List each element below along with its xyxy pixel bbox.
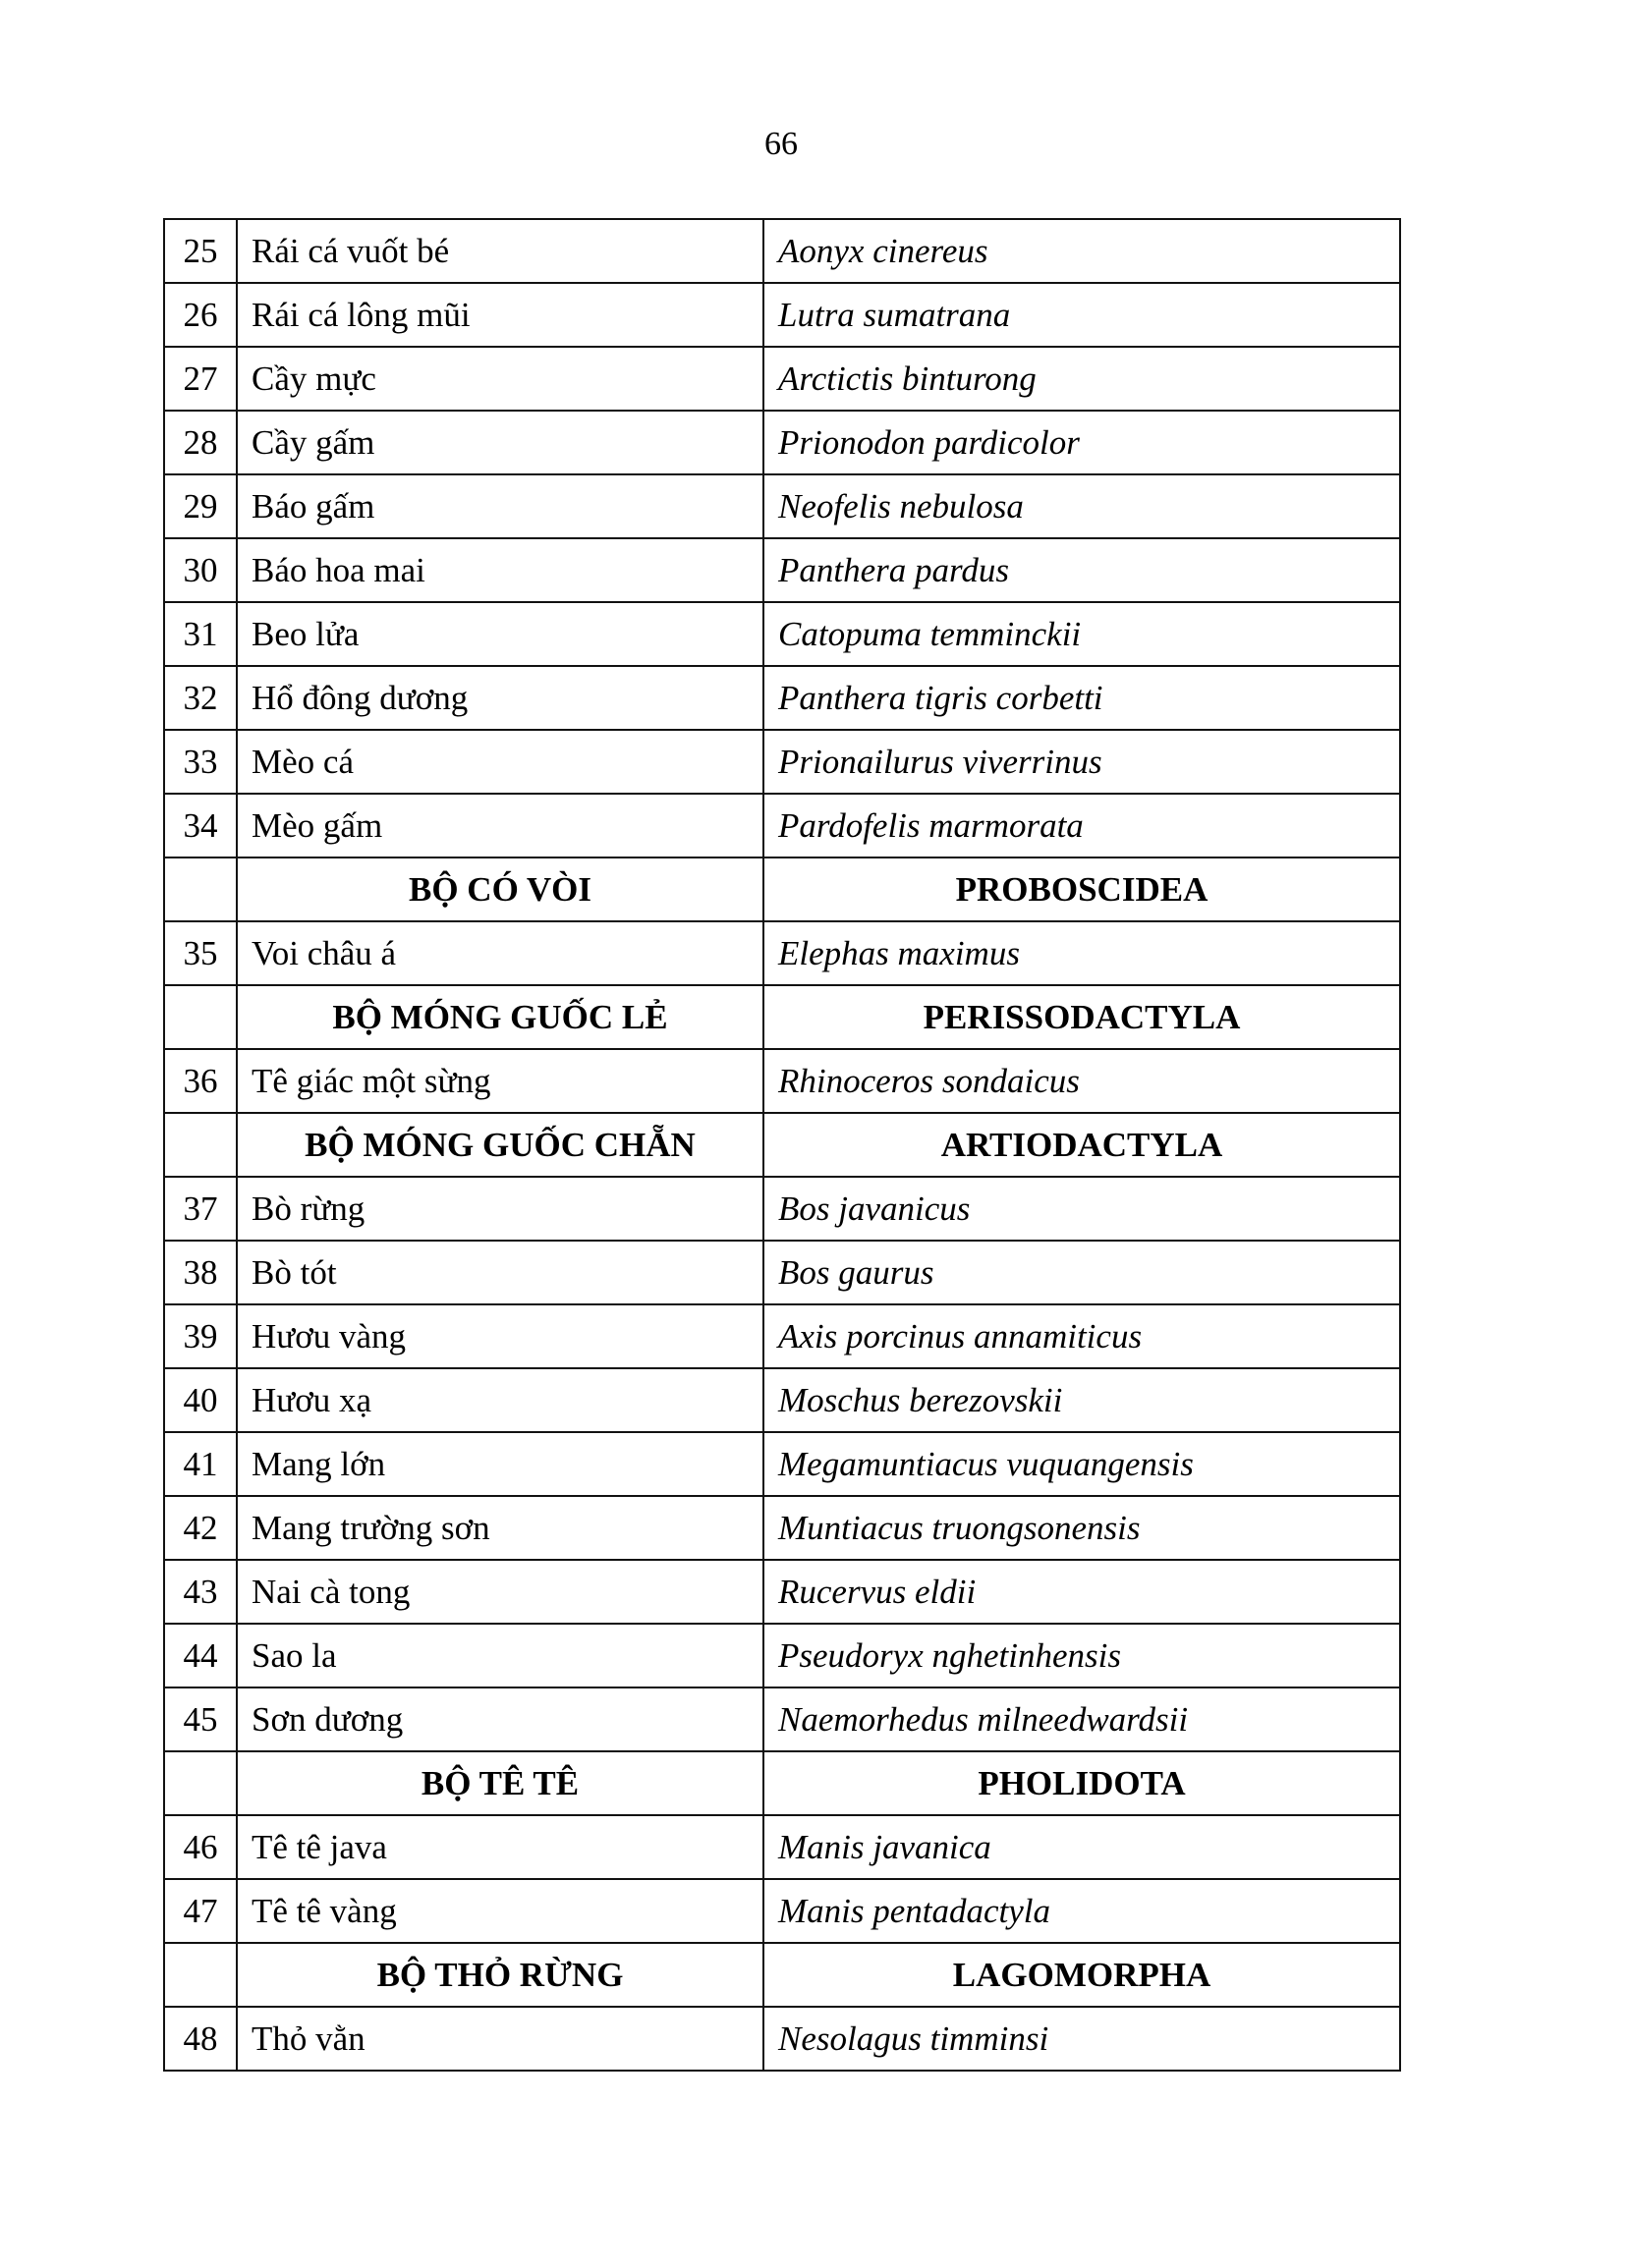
row-number: 46 [164, 1815, 237, 1879]
table-row [164, 921, 1400, 985]
row-number: 43 [164, 1560, 237, 1624]
table-row [164, 1432, 1400, 1496]
row-number: 25 [164, 219, 237, 283]
scientific-name: Manis pentadactyla [763, 1879, 1400, 1943]
vietnamese-name: Thỏ vằn [237, 2007, 763, 2071]
table-row [164, 1177, 1400, 1241]
scientific-name: Arctictis binturong [763, 347, 1400, 411]
row-number [164, 985, 237, 1049]
scientific-name: Elephas maximus [763, 921, 1400, 985]
table-row [164, 1687, 1400, 1751]
scientific-name: Pseudoryx nghetinhensis [763, 1624, 1400, 1687]
scientific-name: Pardofelis marmorata [763, 794, 1400, 857]
row-number: 44 [164, 1624, 237, 1687]
row-number [164, 1943, 237, 2007]
vietnamese-name: Voi châu á [237, 921, 763, 985]
row-number: 45 [164, 1687, 237, 1751]
group-name-vietnamese: BỘ TÊ TÊ [237, 1751, 763, 1815]
vietnamese-name: Hươu xạ [237, 1368, 763, 1432]
scientific-name: Rhinoceros sondaicus [763, 1049, 1400, 1113]
scientific-name: Nesolagus timminsi [763, 2007, 1400, 2071]
vietnamese-name: Rái cá lông mũi [237, 283, 763, 347]
vietnamese-name: Beo lửa [237, 602, 763, 666]
vietnamese-name: Tê tê java [237, 1815, 763, 1879]
table-row [164, 411, 1400, 474]
scientific-name: Lutra sumatrana [763, 283, 1400, 347]
row-number [164, 1113, 237, 1177]
row-number: 39 [164, 1304, 237, 1368]
row-number: 34 [164, 794, 237, 857]
row-number: 33 [164, 730, 237, 794]
vietnamese-name: Mèo gấm [237, 794, 763, 857]
scientific-name: Axis porcinus annamiticus [763, 1304, 1400, 1368]
table-row [164, 1049, 1400, 1113]
group-name-scientific: PROBOSCIDEA [763, 857, 1400, 921]
row-number: 38 [164, 1241, 237, 1304]
group-header-row [164, 1943, 1400, 2007]
row-number: 27 [164, 347, 237, 411]
scientific-name: Aonyx cinereus [763, 219, 1400, 283]
table-row [164, 730, 1400, 794]
page-number: 66 [764, 126, 798, 162]
scientific-name: Bos javanicus [763, 1177, 1400, 1241]
table-row [164, 794, 1400, 857]
group-name-scientific: PHOLIDOTA [763, 1751, 1400, 1815]
group-header-row [164, 1113, 1400, 1177]
scientific-name: Panthera tigris corbetti [763, 666, 1400, 730]
group-name-vietnamese: BỘ CÓ VÒI [237, 857, 763, 921]
table-row [164, 1560, 1400, 1624]
row-number: 35 [164, 921, 237, 985]
species-table [163, 218, 1401, 2072]
vietnamese-name: Mang lớn [237, 1432, 763, 1496]
vietnamese-name: Mang trường sơn [237, 1496, 763, 1560]
group-name-vietnamese: BỘ THỎ RỪNG [237, 1943, 763, 2007]
group-header-row [164, 985, 1400, 1049]
table-row [164, 666, 1400, 730]
row-number [164, 1751, 237, 1815]
table-row [164, 1496, 1400, 1560]
vietnamese-name: Bò rừng [237, 1177, 763, 1241]
row-number: 40 [164, 1368, 237, 1432]
row-number: 26 [164, 283, 237, 347]
group-header-row [164, 857, 1400, 921]
table-row [164, 1304, 1400, 1368]
vietnamese-name: Bò tót [237, 1241, 763, 1304]
scientific-name: Moschus berezovskii [763, 1368, 1400, 1432]
group-header-row [164, 1751, 1400, 1815]
table-row [164, 1368, 1400, 1432]
table-row [164, 347, 1400, 411]
table-row [164, 602, 1400, 666]
vietnamese-name: Báo hoa mai [237, 538, 763, 602]
table-row [164, 538, 1400, 602]
vietnamese-name: Hươu vàng [237, 1304, 763, 1368]
row-number: 30 [164, 538, 237, 602]
row-number: 47 [164, 1879, 237, 1943]
table-row [164, 2007, 1400, 2071]
scientific-name: Muntiacus truongsonensis [763, 1496, 1400, 1560]
vietnamese-name: Hổ đông dương [237, 666, 763, 730]
group-name-scientific: LAGOMORPHA [763, 1943, 1400, 2007]
vietnamese-name: Tê tê vàng [237, 1879, 763, 1943]
row-number: 29 [164, 474, 237, 538]
scientific-name: Naemorhedus milneedwardsii [763, 1687, 1400, 1751]
group-name-scientific: ARTIODACTYLA [763, 1113, 1400, 1177]
scientific-name: Rucervus eldii [763, 1560, 1400, 1624]
row-number [164, 857, 237, 921]
vietnamese-name: Tê giác một sừng [237, 1049, 763, 1113]
group-name-vietnamese: BỘ MÓNG GUỐC LẺ [237, 985, 763, 1049]
table-row [164, 1624, 1400, 1687]
row-number: 41 [164, 1432, 237, 1496]
table-row [164, 1815, 1400, 1879]
row-number: 42 [164, 1496, 237, 1560]
vietnamese-name: Nai cà tong [237, 1560, 763, 1624]
table-row [164, 1241, 1400, 1304]
vietnamese-name: Mèo cá [237, 730, 763, 794]
table-row [164, 474, 1400, 538]
scientific-name: Manis javanica [763, 1815, 1400, 1879]
vietnamese-name: Sơn dương [237, 1687, 763, 1751]
species-table-body [164, 219, 1400, 2071]
table-row [164, 219, 1400, 283]
scientific-name: Megamuntiacus vuquangensis [763, 1432, 1400, 1496]
group-name-vietnamese: BỘ MÓNG GUỐC CHẴN [237, 1113, 763, 1177]
row-number: 48 [164, 2007, 237, 2071]
scientific-name: Bos gaurus [763, 1241, 1400, 1304]
row-number: 31 [164, 602, 237, 666]
row-number: 32 [164, 666, 237, 730]
vietnamese-name: Rái cá vuốt bé [237, 219, 763, 283]
scientific-name: Catopuma temminckii [763, 602, 1400, 666]
table-row [164, 283, 1400, 347]
vietnamese-name: Báo gấm [237, 474, 763, 538]
group-name-scientific: PERISSODACTYLA [763, 985, 1400, 1049]
scientific-name: Prionodon pardicolor [763, 411, 1400, 474]
row-number: 37 [164, 1177, 237, 1241]
table-row [164, 1879, 1400, 1943]
row-number: 28 [164, 411, 237, 474]
row-number: 36 [164, 1049, 237, 1113]
scientific-name: Panthera pardus [763, 538, 1400, 602]
scientific-name: Neofelis nebulosa [763, 474, 1400, 538]
vietnamese-name: Cầy gấm [237, 411, 763, 474]
vietnamese-name: Cầy mực [237, 347, 763, 411]
scientific-name: Prionailurus viverrinus [763, 730, 1400, 794]
vietnamese-name: Sao la [237, 1624, 763, 1687]
